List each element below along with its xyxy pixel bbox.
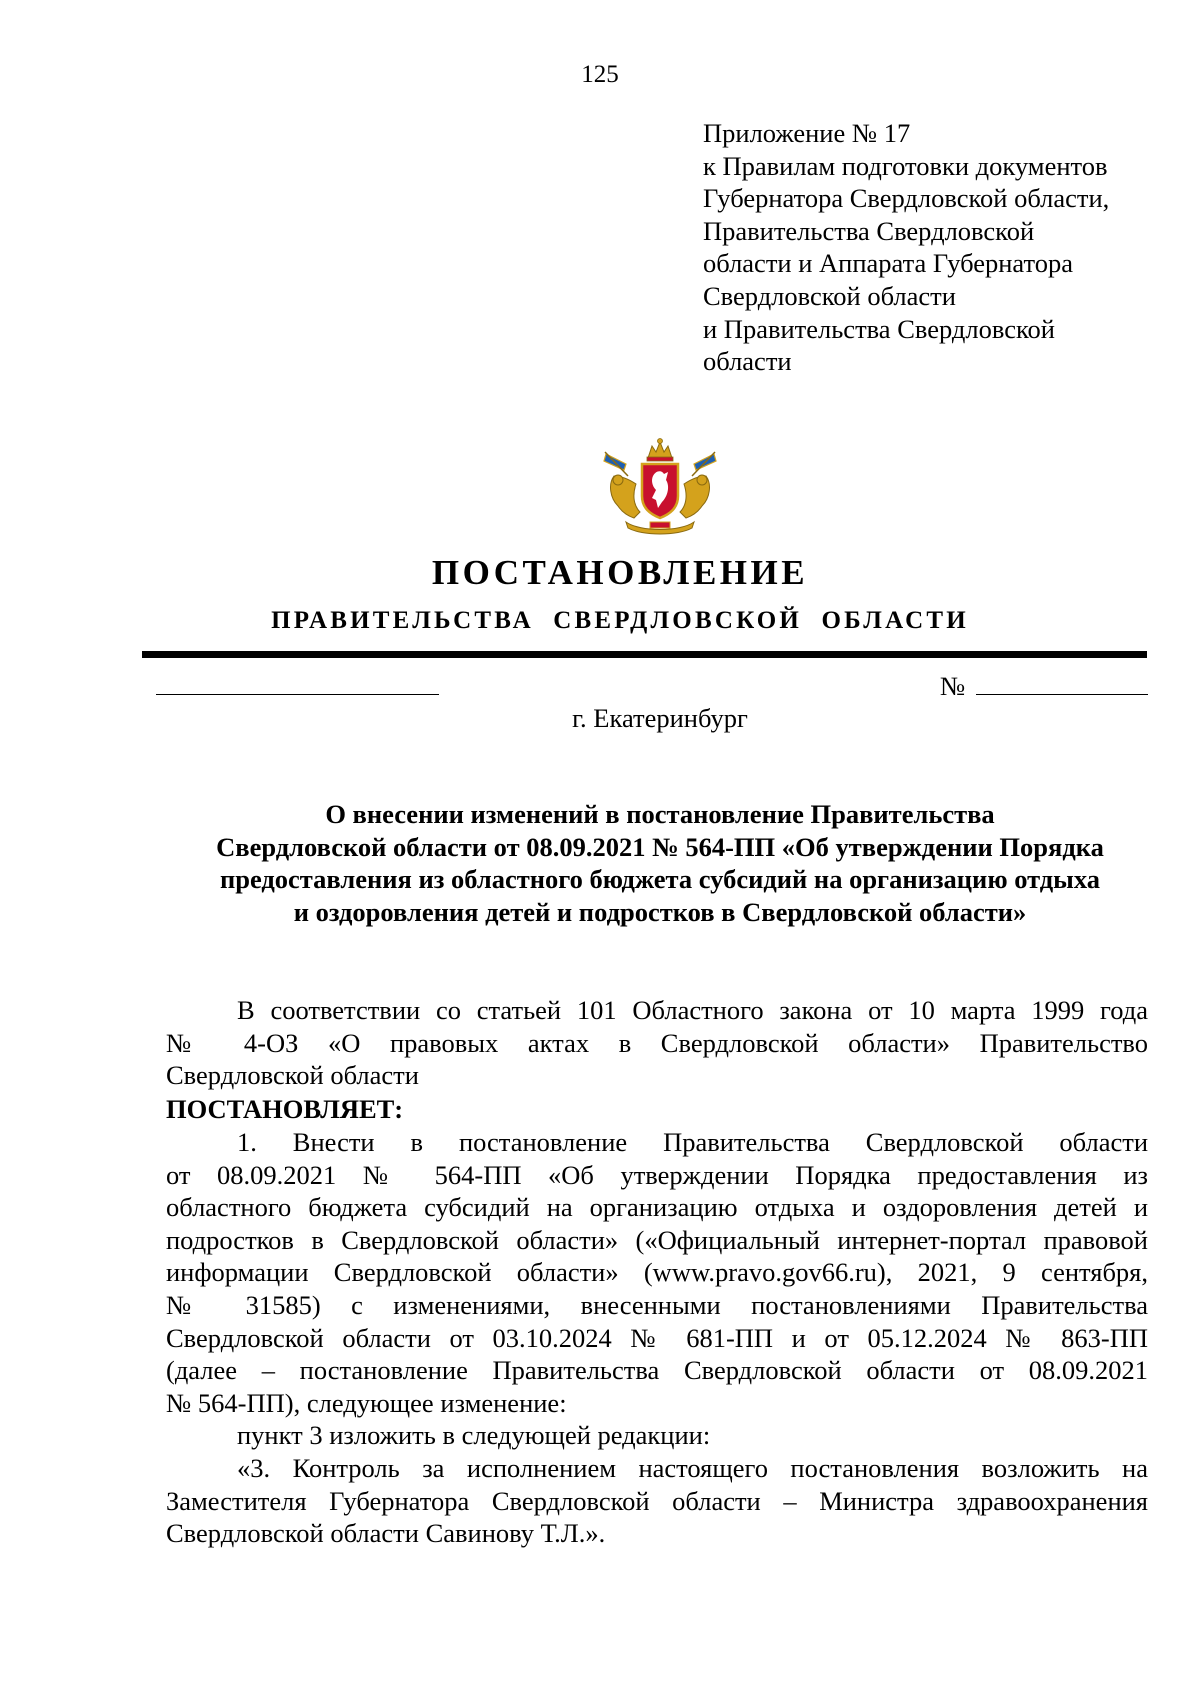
page-number: 125 (581, 61, 619, 88)
body-line: от 08.09.2021 № 564-ПП «Об утверждении Порядка предоставления из (166, 1159, 1148, 1190)
heading-line: предоставления из областного бюджета субсидий на организацию отдыха (219, 864, 1101, 894)
appendix-line: к Правилам подготовки документов (703, 150, 1108, 181)
appendix-line: Свердловской области (703, 280, 956, 311)
quoted-paragraph (166, 1452, 1148, 1550)
body-line: 1. Внести в постановление Правительства Свердловской области (237, 1127, 1148, 1157)
body-line: № 4-ОЗ «О правовых актах в Свердловской области» Правительство (166, 1027, 1148, 1058)
appendix-line: и Правительства Свердловской (703, 313, 1055, 344)
body-line: Свердловской области Савинову Т.Л.». (166, 1518, 606, 1549)
coat-of-arms-icon (596, 436, 724, 540)
body-line: пункт 3 изложить в следующей редакции: (237, 1420, 711, 1450)
appendix-line: Губернатора Свердловской области, (703, 183, 1110, 214)
body-line: (далее – постановление Правительства Свердловской области от 08.09.2021 (166, 1355, 1148, 1386)
appendix-line: области (703, 346, 792, 377)
body-line: № 31585) с изменениями, внесенными постановлениями Правительства (166, 1289, 1148, 1320)
date-blank-line (156, 694, 439, 695)
city: г. Екатеринбург (572, 703, 748, 733)
issuing-authority: ПРАВИТЕЛЬСТВА СВЕРДЛОВСКОЙ ОБЛАСТИ (271, 607, 969, 634)
body-line: № 564-ПП), следующее изменение: (166, 1387, 567, 1418)
body-line: информации Свердловской области» (www.pravo.gov66.ru), 2021, 9 сентября, (166, 1257, 1148, 1288)
body-line: В соответствии со статьей 101 Областного закона от 10 марта 1999 года (237, 995, 1148, 1025)
document-heading (150, 798, 1170, 928)
appendix-line: Приложение № 17 (703, 118, 911, 148)
item-1-paragraph (166, 1126, 1148, 1419)
heading-line: О внесении изменений в постановление Правительства (325, 799, 995, 829)
heading-line: Свердловской области от 08.09.2021 № 564-ПП «Об утверждении Порядка (216, 831, 1104, 862)
heading-line: и оздоровления детей и подростков в Свердловской области» (293, 896, 1027, 927)
appendix-line: Правительства Свердловской (703, 215, 1035, 246)
body-line: Свердловской области от 03.10.2024 № 681-ПП и от 05.12.2024 № 863-ПП (166, 1322, 1148, 1353)
body-line: Заместителя Губернатора Свердловской области – Министра здравоохранения (166, 1485, 1148, 1516)
header-rule (142, 651, 1147, 658)
document-type-title: ПОСТАНОВЛЕНИЕ (431, 553, 809, 592)
appendix-reference (703, 117, 1163, 378)
decides-heading: ПОСТАНОВЛЯЕТ: (166, 1094, 404, 1124)
number-blank-line (976, 694, 1148, 695)
body-line: Свердловской области (166, 1060, 419, 1091)
number-label: № (940, 671, 966, 701)
body-line: «3. Контроль за исполнением настоящего постановления возложить на (237, 1453, 1148, 1483)
appendix-line: области и Аппарата Губернатора (703, 248, 1074, 279)
body-line: областного бюджета субсидий на организацию отдыха и оздоровления детей и (166, 1192, 1148, 1223)
body-line: подростков в Свердловской области» («Официальный интернет-портал правовой (166, 1224, 1148, 1255)
preamble-paragraph (166, 994, 1148, 1092)
item-1-subparagraph (166, 1419, 1148, 1452)
